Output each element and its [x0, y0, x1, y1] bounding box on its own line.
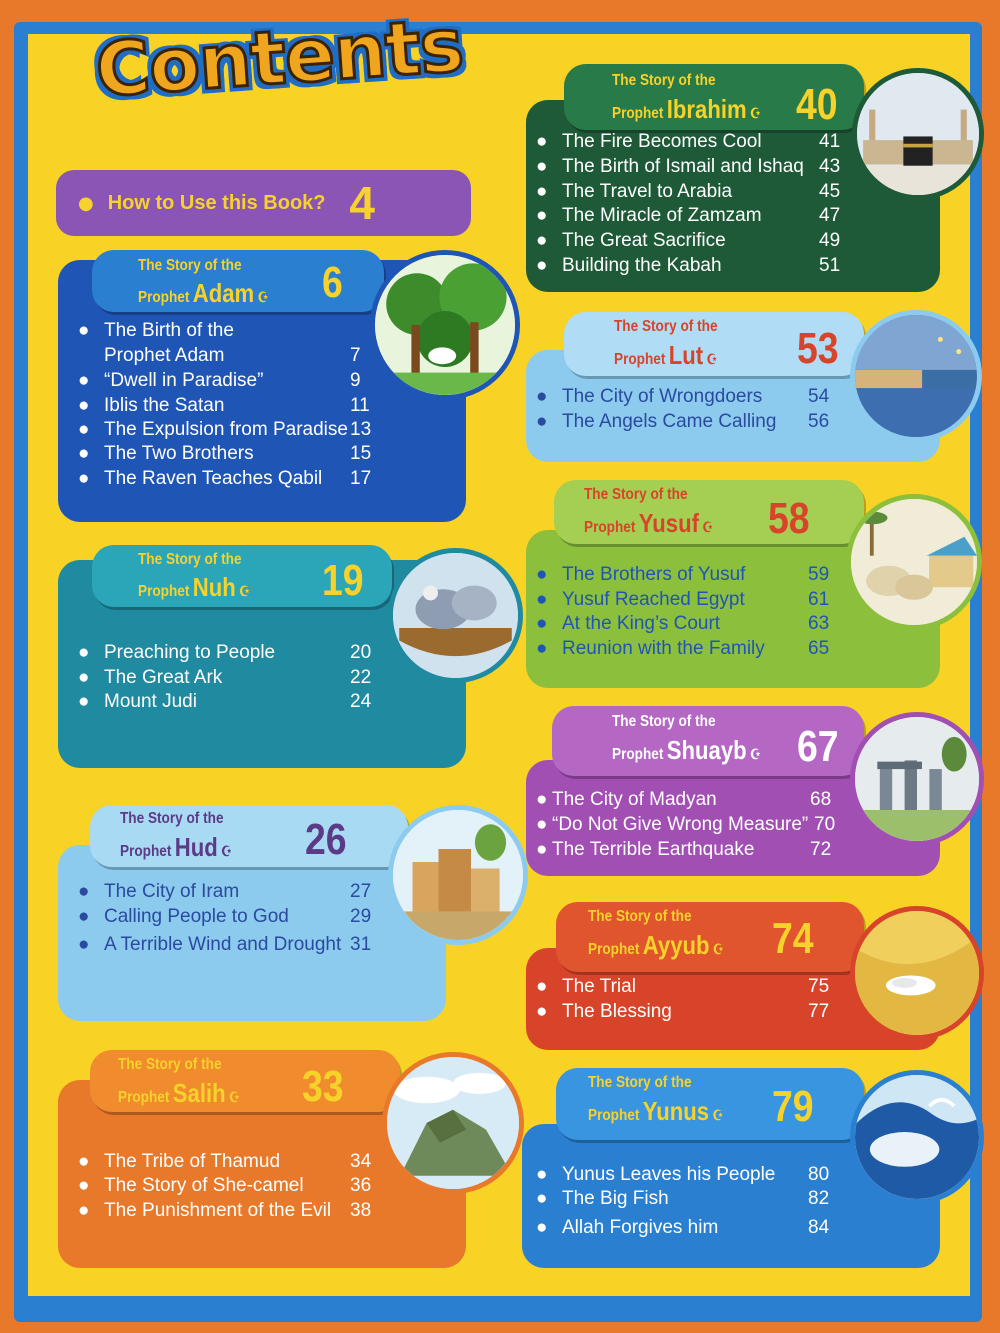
section-adam-line1: The Story of the [138, 257, 242, 274]
prophet-name: Hud [174, 832, 218, 862]
section-ibrahim-page: 40 [796, 80, 838, 129]
howto-label: How to Use this Book? [107, 191, 326, 214]
yusuf-illustration [846, 494, 982, 630]
bullet: ● [78, 192, 94, 214]
howto-page: 4 [349, 177, 375, 229]
section-salih-title: Prophet Salih ☪ [118, 1078, 240, 1108]
salutation-icon: ☪ [239, 583, 250, 599]
salutation-icon: ☪ [712, 941, 724, 957]
adam-illustration [370, 250, 520, 400]
salutation-icon: ☪ [712, 1107, 724, 1123]
section-hud-line1: The Story of the [120, 810, 224, 827]
section-yusuf-page: 58 [768, 494, 810, 543]
prophet-name: Yusuf [638, 508, 699, 538]
page-title: Contents [93, 2, 466, 114]
section-nuh-title: Prophet Nuh ☪ [138, 572, 250, 602]
section-shuayb-page: 67 [797, 722, 839, 771]
salutation-icon: ☪ [706, 351, 718, 367]
section-nuh-line1: The Story of the [138, 551, 242, 568]
section-lut-page: 53 [797, 324, 839, 373]
howto-entry[interactable] [56, 170, 471, 236]
section-ibrahim-title: Prophet Ibrahim ☪ [612, 94, 761, 124]
salutation-icon: ☪ [750, 746, 761, 762]
section-salih-page: 33 [302, 1062, 344, 1111]
section-shuayb-title: Prophet Shuayb ☪ [612, 735, 761, 765]
prophet-name: Adam [192, 278, 255, 308]
section-ibrahim-line1: The Story of the [612, 72, 716, 89]
prophet-name: Nuh [192, 572, 236, 602]
section-salih-line1: The Story of the [118, 1056, 222, 1073]
prophet-name: Salih [172, 1078, 226, 1108]
prophet-name: Shuayb [666, 735, 747, 765]
salutation-icon: ☪ [229, 1089, 240, 1105]
salutation-icon: ☪ [702, 519, 714, 535]
section-hud-title: Prophet Hud ☪ [120, 832, 232, 862]
prophet-name: Ayyub [642, 930, 710, 960]
nuh-illustration [388, 548, 523, 683]
hud-illustration [388, 805, 528, 945]
salih-illustration [382, 1052, 524, 1194]
prophet-name: Yunus [642, 1096, 710, 1126]
section-adam-title: Prophet Adam ☪ [138, 278, 269, 308]
section-nuh-page: 19 [322, 556, 364, 605]
section-yusuf-line1: The Story of the [584, 486, 688, 503]
yunus-illustration [850, 1070, 984, 1204]
salutation-icon: ☪ [750, 105, 761, 121]
section-adam-page: 6 [322, 258, 343, 307]
section-shuayb-line1: The Story of the [612, 713, 716, 730]
ibrahim-illustration [852, 68, 984, 200]
section-ayyub-page: 74 [772, 914, 814, 963]
salutation-icon: ☪ [257, 289, 269, 305]
section-hud-page: 26 [305, 815, 347, 864]
section-yunus-title: Prophet Yunus ☪ [588, 1096, 724, 1126]
section-yusuf-title: Prophet Yusuf ☪ [584, 508, 714, 538]
prophet-name: Ibrahim [666, 94, 747, 124]
prophet-name: Lut [668, 340, 704, 370]
ayyub-illustration [850, 906, 984, 1040]
shuayb-illustration [850, 712, 984, 846]
section-yunus-line1: The Story of the [588, 1074, 692, 1091]
section-ayyub-line1: The Story of the [588, 908, 692, 925]
section-yunus-page: 79 [772, 1082, 814, 1131]
lut-illustration [850, 310, 982, 442]
section-lut-line1: The Story of the [614, 318, 718, 335]
salutation-icon: ☪ [221, 843, 232, 859]
section-lut-title: Prophet Lut ☪ [614, 340, 718, 370]
section-ayyub-title: Prophet Ayyub ☪ [588, 930, 724, 960]
